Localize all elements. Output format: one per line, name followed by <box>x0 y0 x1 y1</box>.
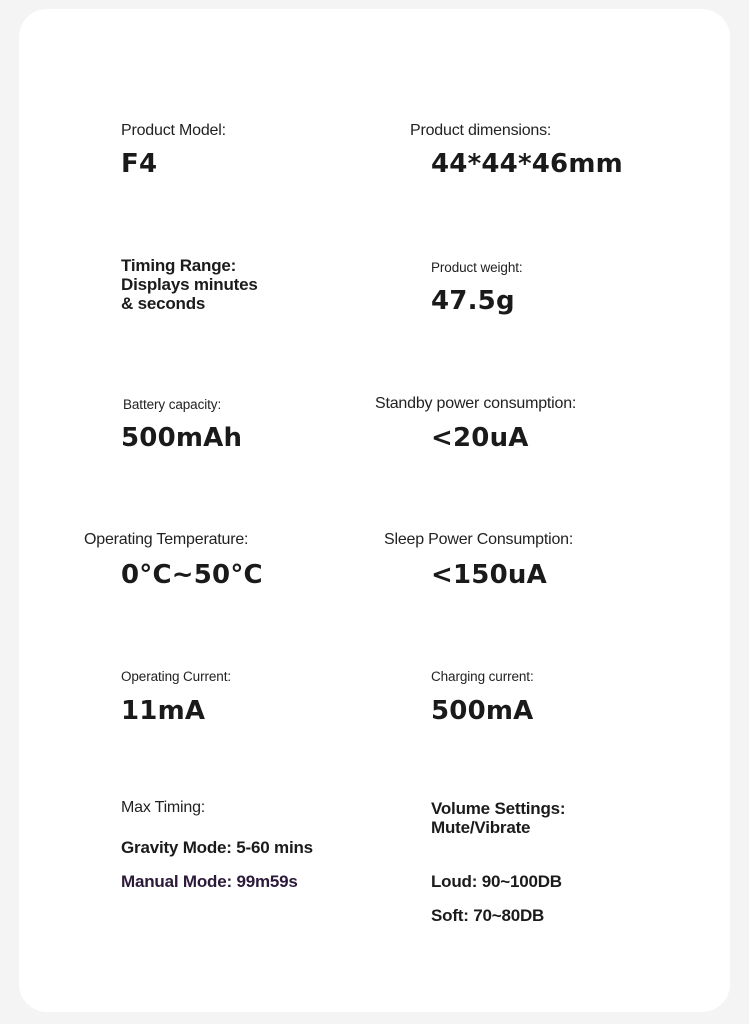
manual-mode-text: Manual Mode: 99m59s <box>121 872 298 891</box>
product-weight-value: 47.5g <box>431 286 515 316</box>
battery-capacity-label: Battery capacity: <box>123 397 222 412</box>
volume-settings-line1: Volume Settings: <box>431 799 566 818</box>
volume-settings-label <box>431 799 565 837</box>
standby-power-label: Standby power consumption: <box>375 395 577 412</box>
max-timing-label: Max Timing: <box>121 799 206 816</box>
product-weight-label: Product weight: <box>431 260 523 275</box>
product-model-label: Product Model: <box>121 122 226 139</box>
soft-volume-text: Soft: 70~80DB <box>431 906 545 925</box>
timing-range-line2: Displays minutes <box>121 275 258 294</box>
product-dimensions-value: 44*44*46mm <box>431 149 623 179</box>
operating-temperature-value: 0°C~50°C <box>121 560 263 590</box>
volume-settings-line2: Mute/Vibrate <box>431 818 531 837</box>
gravity-mode-text: Gravity Mode: 5-60 mins <box>121 838 313 857</box>
operating-temperature-label: Operating Temperature: <box>84 531 249 548</box>
product-model-value: F4 <box>121 149 158 179</box>
sleep-power-label: Sleep Power Consumption: <box>384 531 574 548</box>
operating-current-label: Operating Current: <box>121 669 232 684</box>
sleep-power-value: <150uA <box>431 560 547 590</box>
timing-range-label <box>121 256 258 313</box>
operating-current-value: 11mA <box>121 696 206 726</box>
timing-range-line3: & seconds <box>121 294 206 313</box>
charging-current-label: Charging current: <box>431 669 534 684</box>
charging-current-value: 500mA <box>431 696 534 726</box>
product-dimensions-label: Product dimensions: <box>410 122 552 139</box>
battery-capacity-value: 500mAh <box>121 423 243 453</box>
standby-power-value: <20uA <box>431 423 529 453</box>
timing-range-line1: Timing Range: <box>121 256 237 275</box>
loud-volume-text: Loud: 90~100DB <box>431 872 562 891</box>
